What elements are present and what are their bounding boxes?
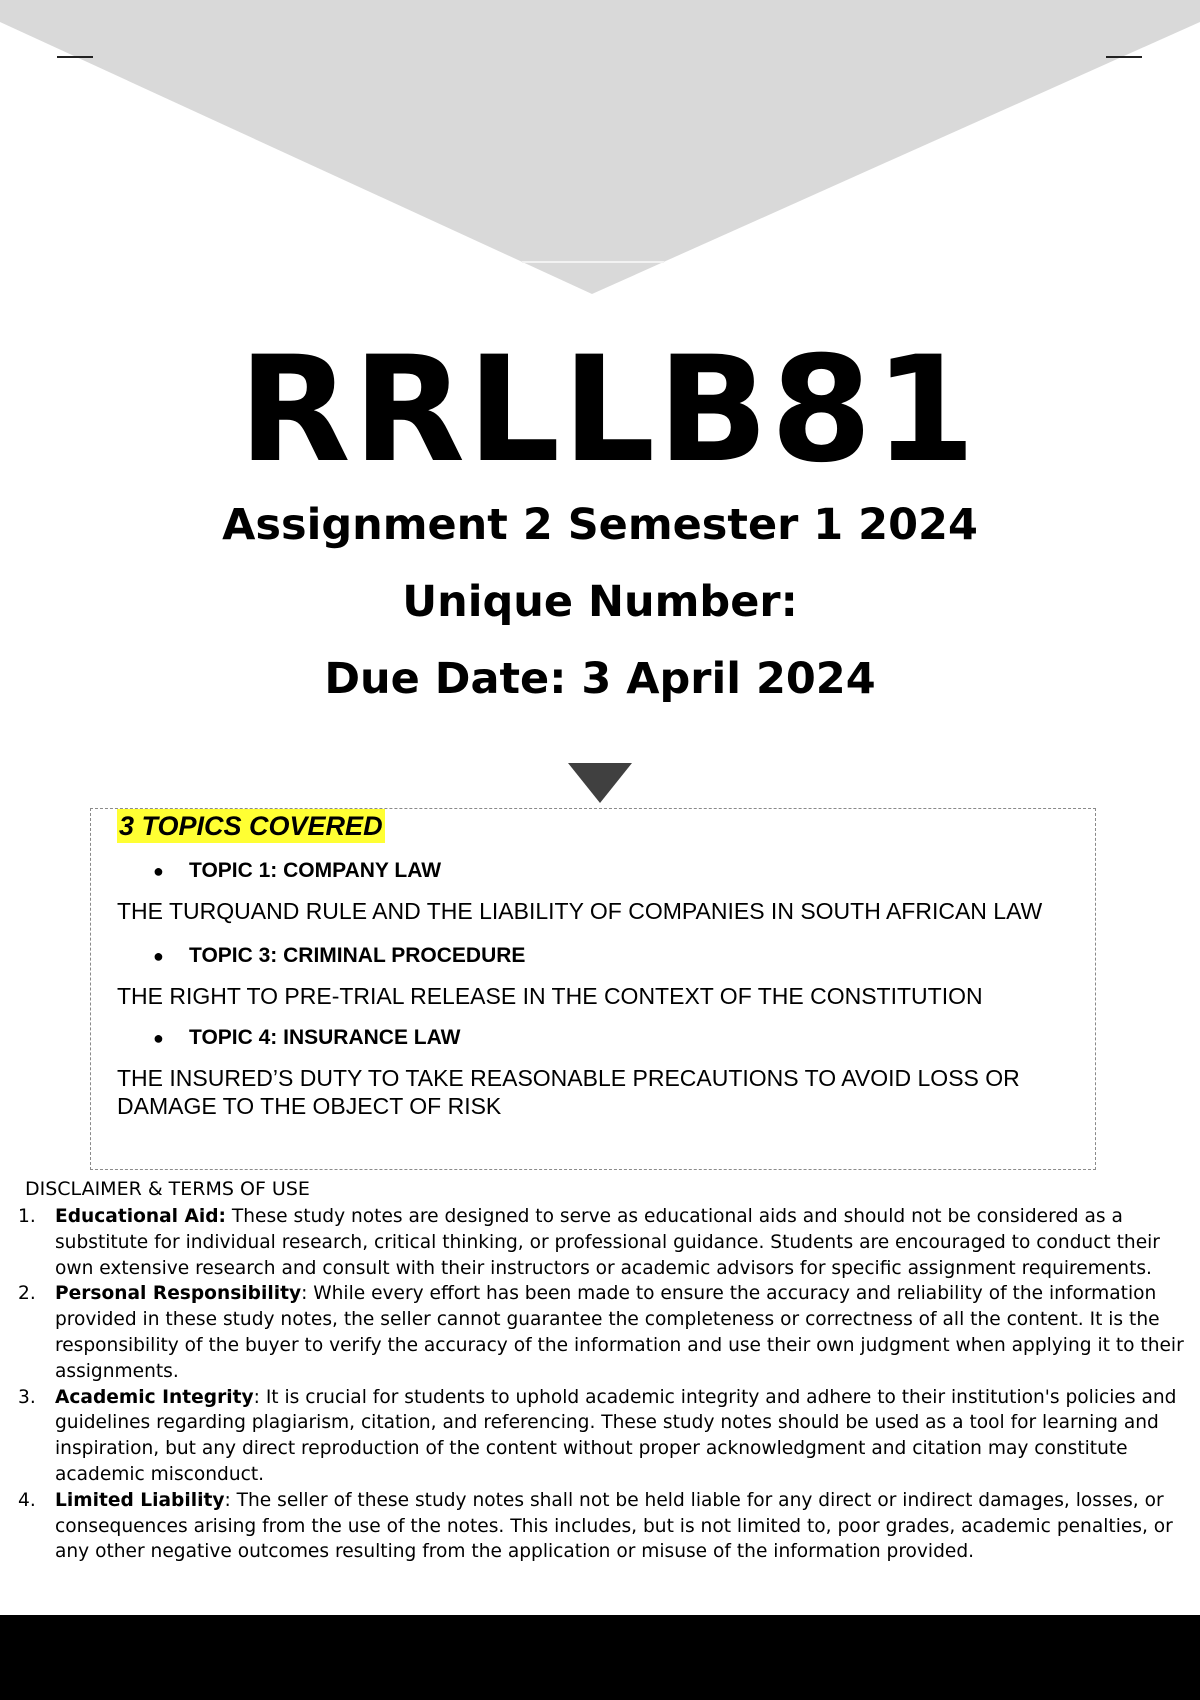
assignment-title: Assignment 2 Semester 1 2024 (222, 500, 978, 550)
disclaimer-item (18, 1385, 1190, 1488)
title-block (0, 325, 1200, 704)
topics-heading: 3 TOPICS COVERED (119, 811, 383, 841)
course-code: RRLLB81 (238, 325, 978, 495)
top-chevron-banner (0, 0, 1200, 300)
disclaimer-item (18, 1281, 1190, 1384)
item-title: Personal Responsibility (55, 1283, 302, 1305)
disclaimer-item (18, 1488, 1190, 1565)
item-title: Educational Aid: (55, 1206, 226, 1227)
topic-label: TOPIC 3: CRIMINAL PROCEDURE (189, 944, 526, 967)
item-text: : While every effort has been made to ensure the accuracy and reliability of the information provided in these study notes, the seller cannot guarantee the completeness or correctness of all the content. It is the responsibility of the buyer to verify the accuracy of the information and use their own judgment when applying it to their assignments. (55, 1283, 1184, 1382)
bottom-bar (0, 1615, 1200, 1700)
item-title: Academic Integrity (55, 1386, 254, 1408)
topic-description: THE TURQUAND RULE AND THE LIABILITY OF COMPANIES IN SOUTH AFRICAN LAW (117, 898, 1043, 924)
topics-box (90, 808, 1096, 1170)
bullet-icon: ● (153, 861, 164, 881)
item-title: Limited Liability (55, 1489, 225, 1511)
item-text: : The seller of these study notes shall not be held liable for any direct or indirect damages, losses, or consequences arising from the use of the notes. This includes, but is not limited to, poor grades, academic penalties, or any other negative outcomes resulting from the application or misuse of the information provided. (55, 1489, 1173, 1563)
topic-description: THE RIGHT TO PRE-TRIAL RELEASE IN THE CONTEXT OF THE CONSTITUTION (117, 983, 983, 1009)
item-text: These study notes are designed to serve as educational aids and should not be considered as a substitute for individual research, critical thinking, or professional guidance. Students are encouraged to conduct their own extensive research and consult with their instructors or academic advisors for specific assignment requirements. (55, 1206, 1160, 1279)
down-arrow-icon (568, 763, 632, 803)
topic-label: TOPIC 1: COMPANY LAW (189, 859, 442, 882)
due-date: Due Date: 3 April 2024 (324, 654, 876, 704)
disclaimer-item (18, 1204, 1190, 1281)
corner-line-left (57, 56, 93, 58)
bullet-icon: ● (153, 946, 164, 966)
item-text: : It is crucial for students to uphold academic integrity and adhere to their institution's policies and guidelines regarding plagiarism, citation, and referencing. These study notes should be used as a tool for learning and inspiration, but any direct reproduction of the content without proper acknowledgment and citation may constitute academic misconduct. (55, 1386, 1177, 1485)
unique-number: Unique Number: (402, 577, 798, 627)
bullet-icon: ● (153, 1028, 164, 1048)
item-number: 2. (18, 1283, 36, 1305)
disclaimer-heading: DISCLAIMER & TERMS OF USE (25, 1178, 310, 1200)
item-number: 3. (18, 1386, 36, 1408)
corner-line-right (1106, 56, 1142, 58)
topic-description: THE INSURED’S DUTY TO TAKE REASONABLE PRECAUTIONS TO AVOID LOSS OR DAMAGE TO THE OBJECT OF RISK (117, 1065, 1020, 1119)
topic-label: TOPIC 4: INSURANCE LAW (189, 1026, 461, 1049)
item-number: 4. (18, 1489, 36, 1511)
item-number: 1. (18, 1206, 36, 1227)
disclaimer-list (18, 1204, 1190, 1565)
